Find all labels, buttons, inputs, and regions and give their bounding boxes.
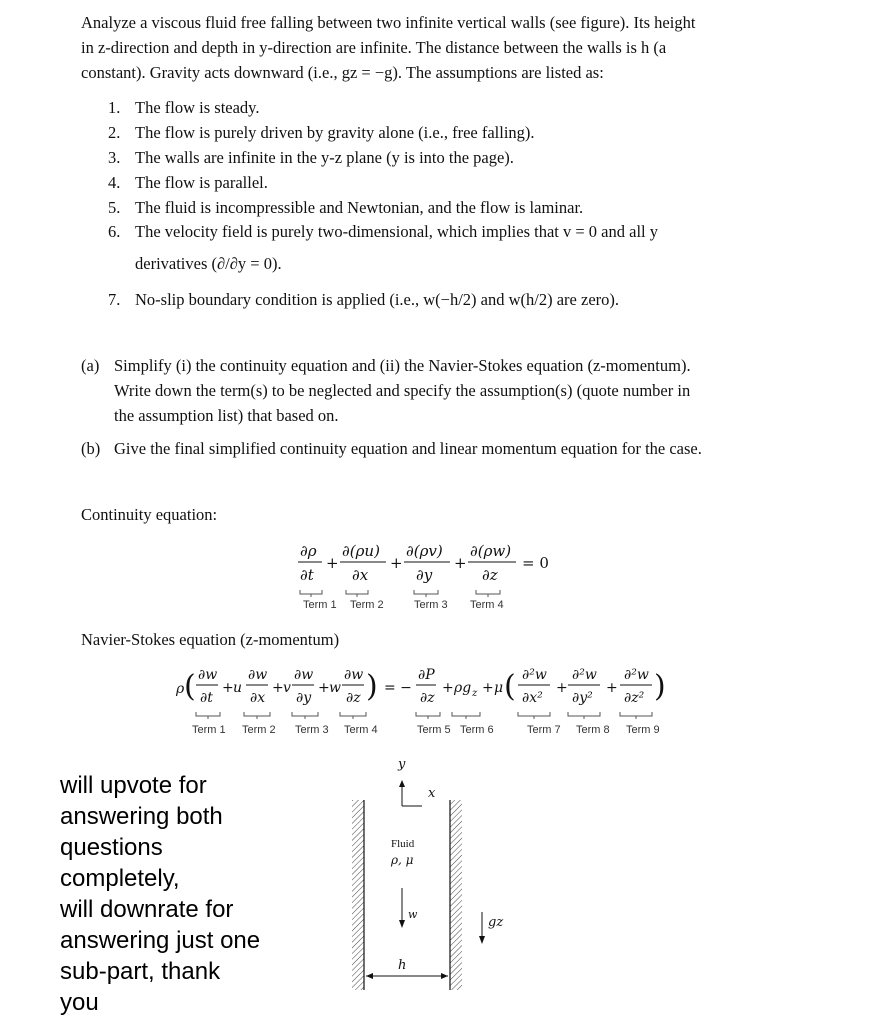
fluid-properties: ρ, μ	[391, 853, 414, 867]
svg-text:+: +	[222, 680, 234, 696]
question-b: (b) Give the final simplified continuity equation and linear momentum equation for the case.	[81, 439, 702, 458]
svg-text:+: +	[326, 554, 339, 572]
intro-line-1: Analyze a viscous fluid free falling between two infinite vertical walls (see figure). Its height	[81, 13, 696, 32]
gz-label: gz	[488, 915, 504, 930]
svg-text:∂w: ∂w	[198, 667, 218, 683]
assumption-3: 3. The walls are infinite in the y-z plane (y is into the page).	[108, 148, 514, 167]
continuity-term-1: Term 1	[303, 599, 337, 611]
svg-text:∂z: ∂z	[420, 690, 435, 706]
svg-text:+: +	[390, 554, 403, 572]
svg-text:+: +	[272, 680, 284, 696]
svg-text:∂²w: ∂²w	[572, 667, 597, 683]
navier-term-6: Term 6	[460, 724, 494, 736]
svg-text:∂(ρu): ∂(ρu)	[342, 542, 380, 560]
svg-text:∂ρ: ∂ρ	[300, 542, 317, 560]
svg-text:v: v	[283, 680, 291, 696]
upvote-note: will upvote for answering both questions completely, will downrate for answering just one sub-part, thank you	[60, 772, 261, 1016]
svg-text:): )	[366, 669, 378, 704]
svg-text:∂z: ∂z	[346, 690, 361, 706]
axis-x-label: x	[428, 786, 436, 801]
wall-figure	[340, 756, 540, 996]
assumption-4: 4. The flow is parallel.	[108, 173, 268, 192]
svg-text:∂w: ∂w	[344, 667, 364, 683]
svg-text:∂z: ∂z	[482, 566, 498, 584]
svg-text:+: +	[482, 680, 494, 696]
navier-term-3: Term 3	[295, 724, 329, 736]
svg-text:∂y²: ∂y²	[572, 690, 593, 706]
continuity-term-4: Term 4	[470, 599, 504, 611]
assumption-7: 7. No-slip boundary condition is applied (i.e., w(−h/2) and w(h/2) are zero).	[108, 290, 620, 309]
svg-text:ρg: ρg	[454, 680, 472, 696]
assumption-6: 6. The velocity field is purely two-dimensional, which implies that v = 0 and all y	[108, 222, 658, 241]
svg-text:∂y: ∂y	[416, 566, 433, 584]
svg-text:+: +	[454, 554, 467, 572]
intro-line-3: constant). Gravity acts downward (i.e., gz = −g). The assumptions are listed as:	[81, 63, 604, 82]
svg-text:∂x²: ∂x²	[522, 690, 543, 706]
svg-text:+: +	[318, 680, 330, 696]
navier-term-9: Term 9	[626, 724, 660, 736]
svg-text:∂P: ∂P	[418, 667, 435, 683]
svg-text:+: +	[606, 680, 618, 696]
h-label: h	[398, 958, 407, 973]
navier-term-7: Term 7	[527, 724, 561, 736]
svg-text:(: (	[504, 669, 516, 704]
svg-text:∂(ρw): ∂(ρw)	[470, 542, 512, 560]
question-a: (a) Simplify (i) the continuity equation and (ii) the Navier-Stokes equation (z-momentum). Write down the term(s) to be neglected and specify the assumption(s) (quote number in the assumption list) that based on.	[81, 356, 691, 425]
navier-term-5: Term 5	[417, 724, 451, 736]
assumption-6-cont: derivatives (∂/∂y = 0).	[135, 254, 282, 273]
right-wall	[450, 800, 462, 990]
svg-text:+: +	[442, 680, 454, 696]
svg-text:∂²w: ∂²w	[522, 667, 547, 683]
svg-text:μ: μ	[494, 680, 504, 696]
navier-heading: Navier-Stokes equation (z-momentum)	[81, 630, 340, 649]
left-wall	[352, 800, 364, 990]
svg-text:∂²w: ∂²w	[624, 667, 649, 683]
continuity-term-2: Term 2	[350, 599, 384, 611]
assumption-5: 5. The fluid is incompressible and Newtonian, and the flow is laminar.	[108, 198, 584, 217]
svg-text:+: +	[556, 680, 568, 696]
problem-intro	[81, 10, 771, 85]
fluid-label: Fluid	[391, 838, 415, 850]
svg-text:= −: = −	[384, 680, 412, 696]
svg-text:ρ: ρ	[176, 681, 185, 697]
svg-text:∂z²: ∂z²	[624, 690, 645, 706]
svg-text:∂x: ∂x	[250, 690, 266, 706]
navier-term-4: Term 4	[344, 724, 378, 736]
assumption-1: 1. The flow is steady.	[108, 98, 260, 117]
continuity-heading: Continuity equation:	[81, 505, 218, 524]
svg-text:∂y: ∂y	[296, 690, 312, 706]
svg-text:∂x: ∂x	[352, 566, 369, 584]
axis-y-label: y	[398, 757, 406, 772]
continuity-term-3: Term 3	[414, 599, 448, 611]
navier-term-8: Term 8	[576, 724, 610, 736]
svg-text:u: u	[233, 680, 243, 696]
assumption-2: 2. The flow is purely driven by gravity alone (i.e., free falling).	[108, 123, 535, 142]
svg-text:∂w: ∂w	[248, 667, 268, 683]
svg-text:∂t: ∂t	[300, 566, 314, 584]
intro-line-2: in z-direction and depth in y-direction are infinite. The distance between the walls is h (a	[81, 38, 667, 57]
svg-text:(: (	[184, 669, 196, 704]
navier-stokes-equation	[172, 662, 672, 726]
svg-text:): )	[654, 669, 666, 704]
svg-text:∂w: ∂w	[294, 667, 314, 683]
navier-term-1: Term 1	[192, 724, 226, 736]
svg-text:w: w	[329, 680, 341, 696]
svg-text:∂t: ∂t	[200, 690, 213, 706]
navier-term-2: Term 2	[242, 724, 276, 736]
svg-text:∂(ρv): ∂(ρv)	[406, 542, 443, 560]
svg-text:z: z	[472, 688, 478, 699]
svg-text:= 0: = 0	[522, 554, 549, 572]
w-label: w	[408, 908, 418, 921]
